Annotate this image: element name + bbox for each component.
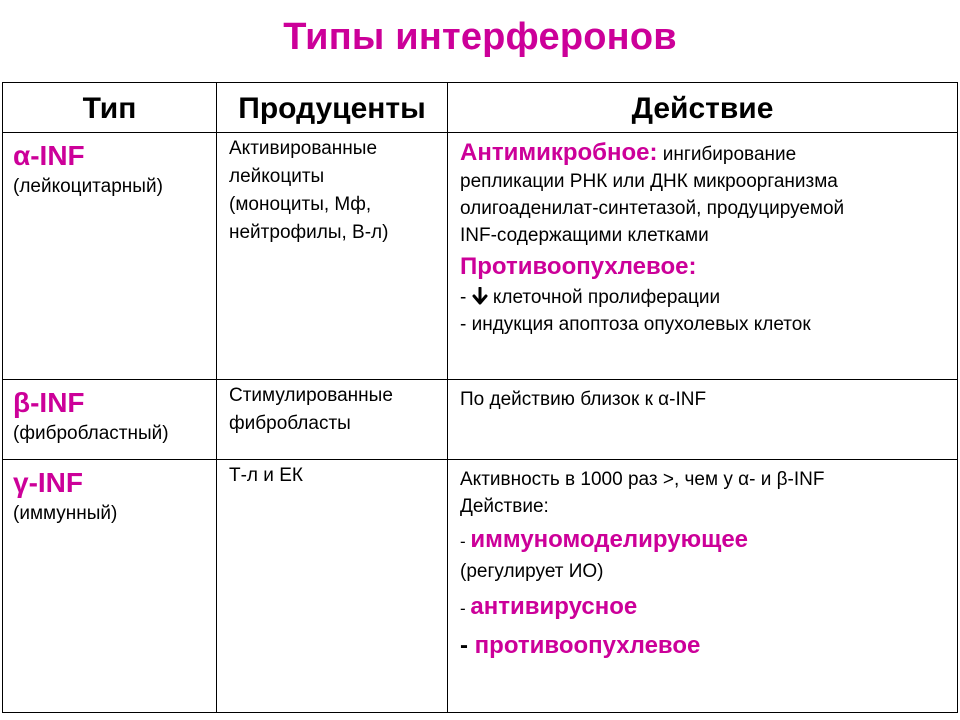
alpha-producers-cell <box>217 133 448 380</box>
header-action: Действие <box>448 83 958 133</box>
antimicrobial-text-line: INF-содержащими клетками <box>460 225 709 246</box>
alpha-producers-line: лейкоциты <box>229 166 325 187</box>
alpha-producers-line: нейтрофилы, В-л) <box>229 222 389 243</box>
beta-action-cell <box>448 380 958 460</box>
effect-antiviral: антивирусное <box>470 593 638 620</box>
dash: - <box>460 287 472 308</box>
gamma-type-cell <box>3 460 217 713</box>
alpha-producers-line: Активированные <box>229 138 378 159</box>
down-arrow-icon <box>472 287 488 305</box>
gamma-name: γ-INF <box>13 467 83 498</box>
beta-type-cell <box>3 380 217 460</box>
alpha-name: α-INF <box>13 140 85 171</box>
page-title: Типы интерферонов <box>283 16 677 58</box>
immunomodulating-line <box>460 524 953 558</box>
proliferation-line <box>460 284 953 311</box>
apoptosis-line: - индукция апоптоза опухолевых клеток <box>460 314 811 335</box>
antitumor-line <box>460 629 953 665</box>
beta-name: β-INF <box>13 387 85 418</box>
table-header-row <box>3 83 958 133</box>
alpha-subtitle: (лейкоцитарный) <box>13 176 163 197</box>
header-type: Тип <box>3 83 217 133</box>
table-row-gamma <box>3 460 958 713</box>
antimicrobial-text-line: репликации РНК или ДНК микроорганизма <box>460 171 838 192</box>
dash: - <box>460 532 471 551</box>
gamma-subtitle: (иммунный) <box>13 503 118 524</box>
beta-producers-line: Стимулированные <box>229 385 393 406</box>
beta-action-text: По действию близок к α-INF <box>460 389 707 410</box>
gamma-producers-cell <box>217 460 448 713</box>
table-row-beta <box>3 380 958 460</box>
header-producers: Продуценты <box>217 83 448 133</box>
alpha-action-cell <box>448 133 958 380</box>
alpha-type-cell <box>3 133 217 380</box>
alpha-producers-line: (моноциты, Мф, <box>229 194 372 215</box>
dash: - <box>460 632 475 659</box>
interferon-table <box>2 82 958 713</box>
antimicrobial-text: ингибирование <box>657 144 797 165</box>
gamma-producers-line: Т-л и ЕК <box>229 465 303 486</box>
beta-subtitle: (фибробластный) <box>13 423 169 444</box>
beta-producers-cell <box>217 380 448 460</box>
effect-antitumor: противоопухлевое <box>474 632 701 659</box>
antimicrobial-heading: Антимикробное: <box>460 139 658 166</box>
proliferation-text: клеточной пролиферации <box>487 287 721 308</box>
table-row-alpha <box>3 133 958 380</box>
antimicrobial-text-line: олигоаденилат-синтетазой, продуцируемой <box>460 198 845 219</box>
antiviral-line <box>460 591 953 625</box>
gamma-action-cell <box>448 460 958 713</box>
immunomodulating-note: (регулирует ИО) <box>460 561 604 582</box>
beta-producers-line: фибробласты <box>229 413 351 434</box>
effect-immunomodulating: иммуномоделирующее <box>470 526 749 553</box>
gamma-action-label: Действие: <box>460 496 549 517</box>
antitumor-heading: Противоопухлевое: <box>460 253 697 280</box>
gamma-activity-line: Активность в 1000 раз >, чем у α- и β-INF <box>460 469 825 490</box>
alpha-antimicrobial-line <box>460 139 953 168</box>
dash: - <box>460 599 471 618</box>
